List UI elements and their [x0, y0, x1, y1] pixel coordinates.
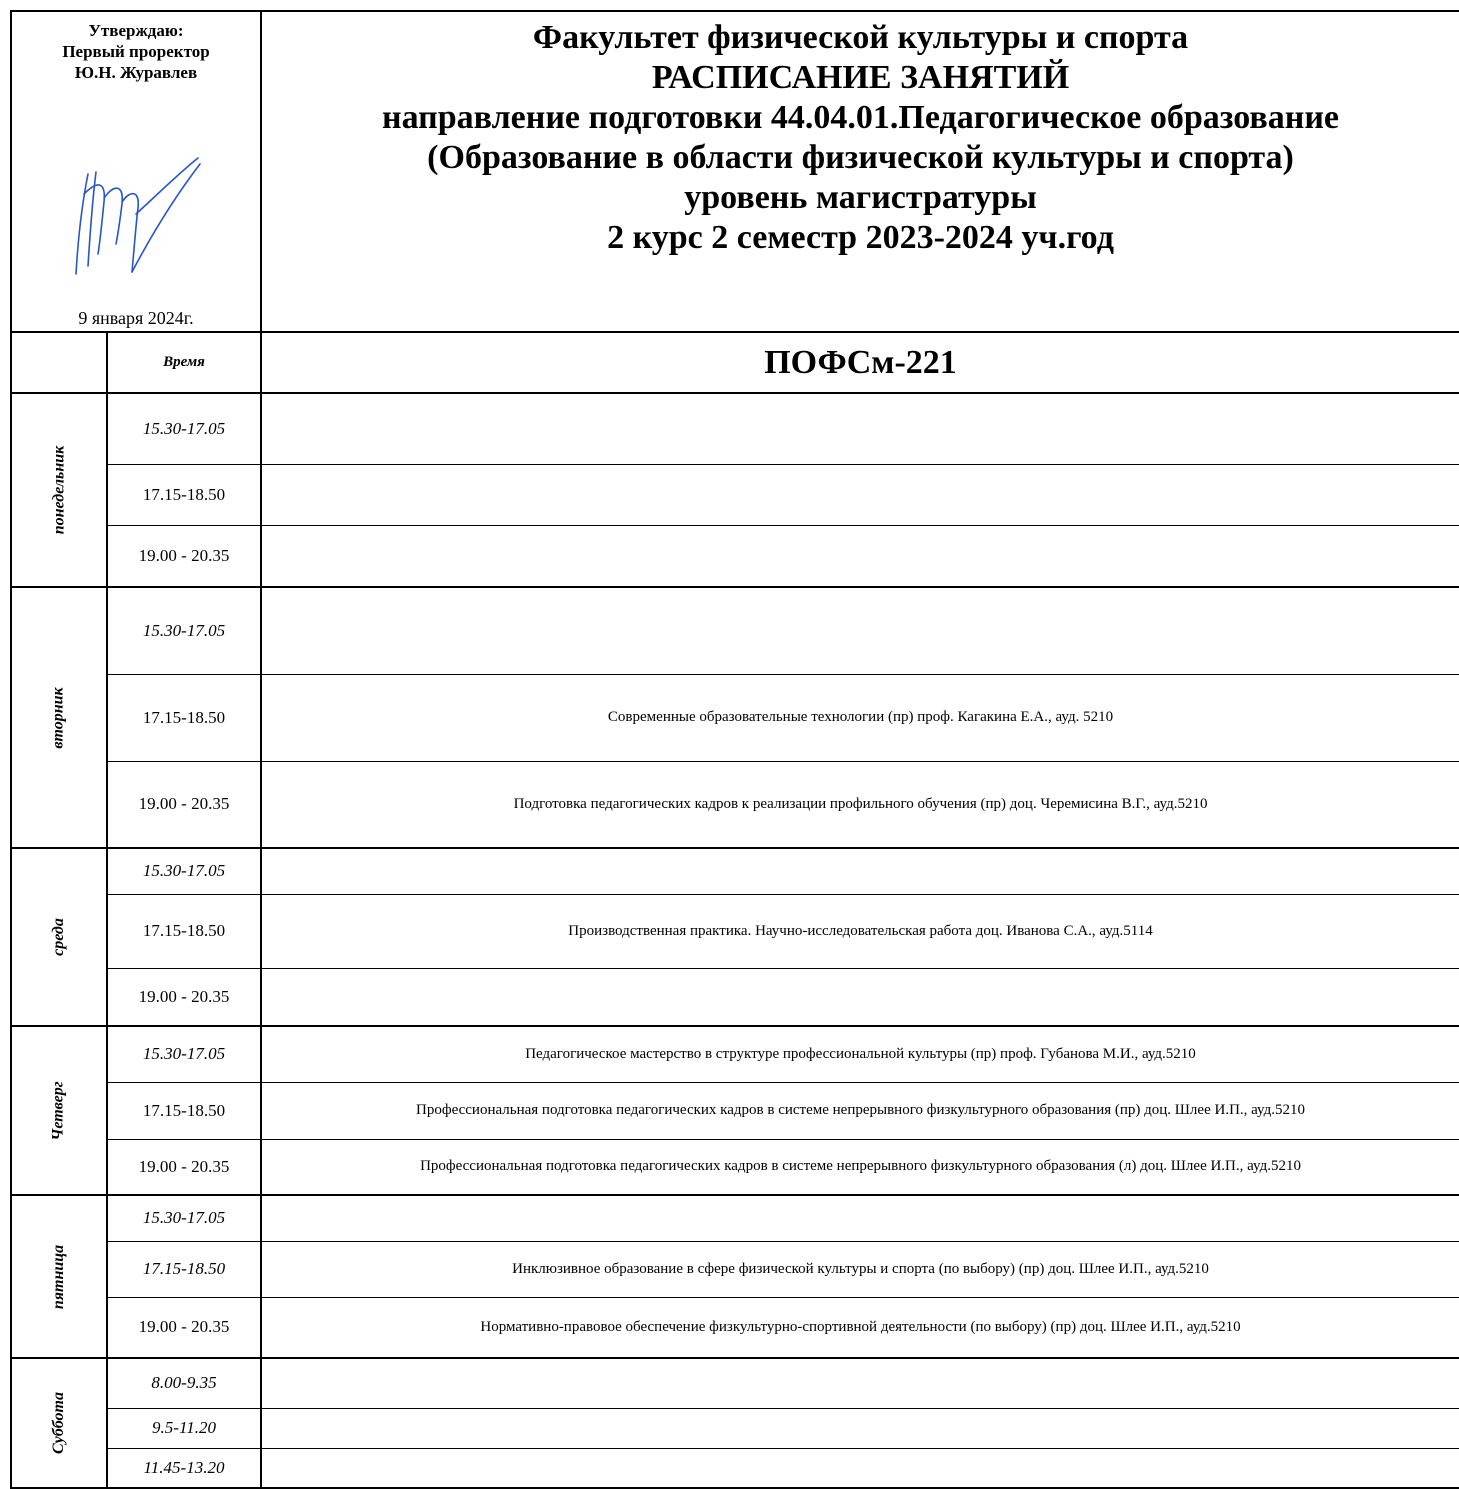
time-slot: 19.00 - 20.35 — [107, 968, 261, 1026]
class-cell: Современные образовательные технологии (пр) проф. Кагакина Е.А., ауд. 5210 — [261, 674, 1459, 761]
header-row — [11, 11, 1459, 332]
table-row — [11, 393, 1459, 464]
table-row — [11, 587, 1459, 674]
day-label-tuesday: вторник — [11, 587, 107, 848]
program-line: направление подготовки 44.04.01.Педагогическое образование — [382, 99, 1339, 136]
class-cell — [261, 525, 1459, 587]
program-profile: (Образование в области физической культуры и спорта) — [427, 139, 1294, 176]
class-cell — [261, 1358, 1459, 1408]
day-label-thursday: Четверг — [11, 1026, 107, 1195]
table-row — [11, 1139, 1459, 1195]
time-slot: 15.30-17.05 — [107, 393, 261, 464]
class-cell — [261, 1448, 1459, 1488]
table-row — [11, 1358, 1459, 1408]
table-row — [11, 1448, 1459, 1488]
day-label-friday: пятница — [11, 1195, 107, 1358]
time-slot: 15.30-17.05 — [107, 587, 261, 674]
time-slot: 17.15-18.50 — [107, 1082, 261, 1139]
table-row — [11, 1082, 1459, 1139]
class-cell — [261, 968, 1459, 1026]
table-row — [11, 894, 1459, 968]
table-row — [11, 968, 1459, 1026]
day-label-wednesday: среда — [11, 848, 107, 1026]
class-cell — [261, 393, 1459, 464]
day-label-monday: понедельник — [11, 393, 107, 587]
time-slot: 17.15-18.50 — [107, 894, 261, 968]
class-cell — [261, 587, 1459, 674]
course-semester: 2 курс 2 семестр 2023-2024 уч.год — [607, 219, 1114, 256]
class-cell: Инклюзивное образование в сфере физической культуры и спорта (по выбору) (пр) доц. Шлее И.П., ауд.5210 — [261, 1241, 1459, 1297]
group-column-header: ПОФСм-221 — [261, 332, 1459, 393]
time-slot: 17.15-18.50 — [107, 464, 261, 525]
class-cell — [261, 848, 1459, 894]
table-row — [11, 1408, 1459, 1448]
class-cell: Подготовка педагогических кадров к реализации профильного обучения (пр) доц. Черемисина В.Г., ауд.5210 — [261, 761, 1459, 848]
class-cell — [261, 1408, 1459, 1448]
approval-line-2: Первый проректор — [62, 42, 210, 61]
time-slot: 19.00 - 20.35 — [107, 761, 261, 848]
time-slot: 15.30-17.05 — [107, 848, 261, 894]
schedule-header — [261, 11, 1459, 332]
approval-line-1: Утверждаю: — [88, 21, 184, 40]
time-slot: 17.15-18.50 — [107, 1241, 261, 1297]
time-slot: 15.30-17.05 — [107, 1195, 261, 1241]
table-row — [11, 464, 1459, 525]
column-header-row — [11, 332, 1459, 393]
table-row — [11, 1297, 1459, 1358]
class-cell: Профессиональная подготовка педагогических кадров в системе непрерывного физкультурного образования (пр) доц. Шлее И.П., ауд.5210 — [261, 1082, 1459, 1139]
time-column-header: Время — [107, 332, 261, 393]
class-cell: Педагогическое мастерство в структуре профессиональной культуры (пр) проф. Губанова М.И., ауд.5210 — [261, 1026, 1459, 1082]
table-row — [11, 1195, 1459, 1241]
table-row — [11, 761, 1459, 848]
class-cell — [261, 1195, 1459, 1241]
time-slot: 17.15-18.50 — [107, 674, 261, 761]
approval-line-3: Ю.Н. Журавлев — [74, 63, 198, 82]
table-row — [11, 1241, 1459, 1297]
table-row — [11, 525, 1459, 587]
time-slot: 15.30-17.05 — [107, 1026, 261, 1082]
time-slot: 11.45-13.20 — [107, 1448, 261, 1488]
day-column-header — [11, 332, 107, 393]
degree-level: уровень магистратуры — [684, 179, 1037, 216]
schedule-table — [10, 10, 1459, 1489]
time-slot: 19.00 - 20.35 — [107, 1139, 261, 1195]
table-row — [11, 1026, 1459, 1082]
time-slot: 8.00-9.35 — [107, 1358, 261, 1408]
approval-block — [11, 11, 261, 332]
day-label-saturday: Суббота — [11, 1358, 107, 1488]
time-slot: 19.00 - 20.35 — [107, 525, 261, 587]
class-cell: Производственная практика. Научно-исследовательская работа доц. Иванова С.А., ауд.5114 — [261, 894, 1459, 968]
class-cell — [261, 464, 1459, 525]
table-row — [11, 674, 1459, 761]
approval-date: 9 января 2024г. — [78, 308, 194, 328]
schedule-title: РАСПИСАНИЕ ЗАНЯТИЙ — [651, 59, 1070, 96]
time-slot: 19.00 - 20.35 — [107, 1297, 261, 1358]
time-slot: 9.5-11.20 — [107, 1408, 261, 1448]
class-cell: Нормативно-правовое обеспечение физкультурно-спортивной деятельности (по выбору) (пр) доц. Шлее И.П., ауд.5210 — [261, 1297, 1459, 1358]
faculty-title: Факультет физической культуры и спорта — [532, 19, 1189, 56]
table-row — [11, 848, 1459, 894]
signature — [48, 154, 218, 284]
class-cell: Профессиональная подготовка педагогических кадров в системе непрерывного физкультурного образования (л) доц. Шлее И.П., ауд.5210 — [261, 1139, 1459, 1195]
